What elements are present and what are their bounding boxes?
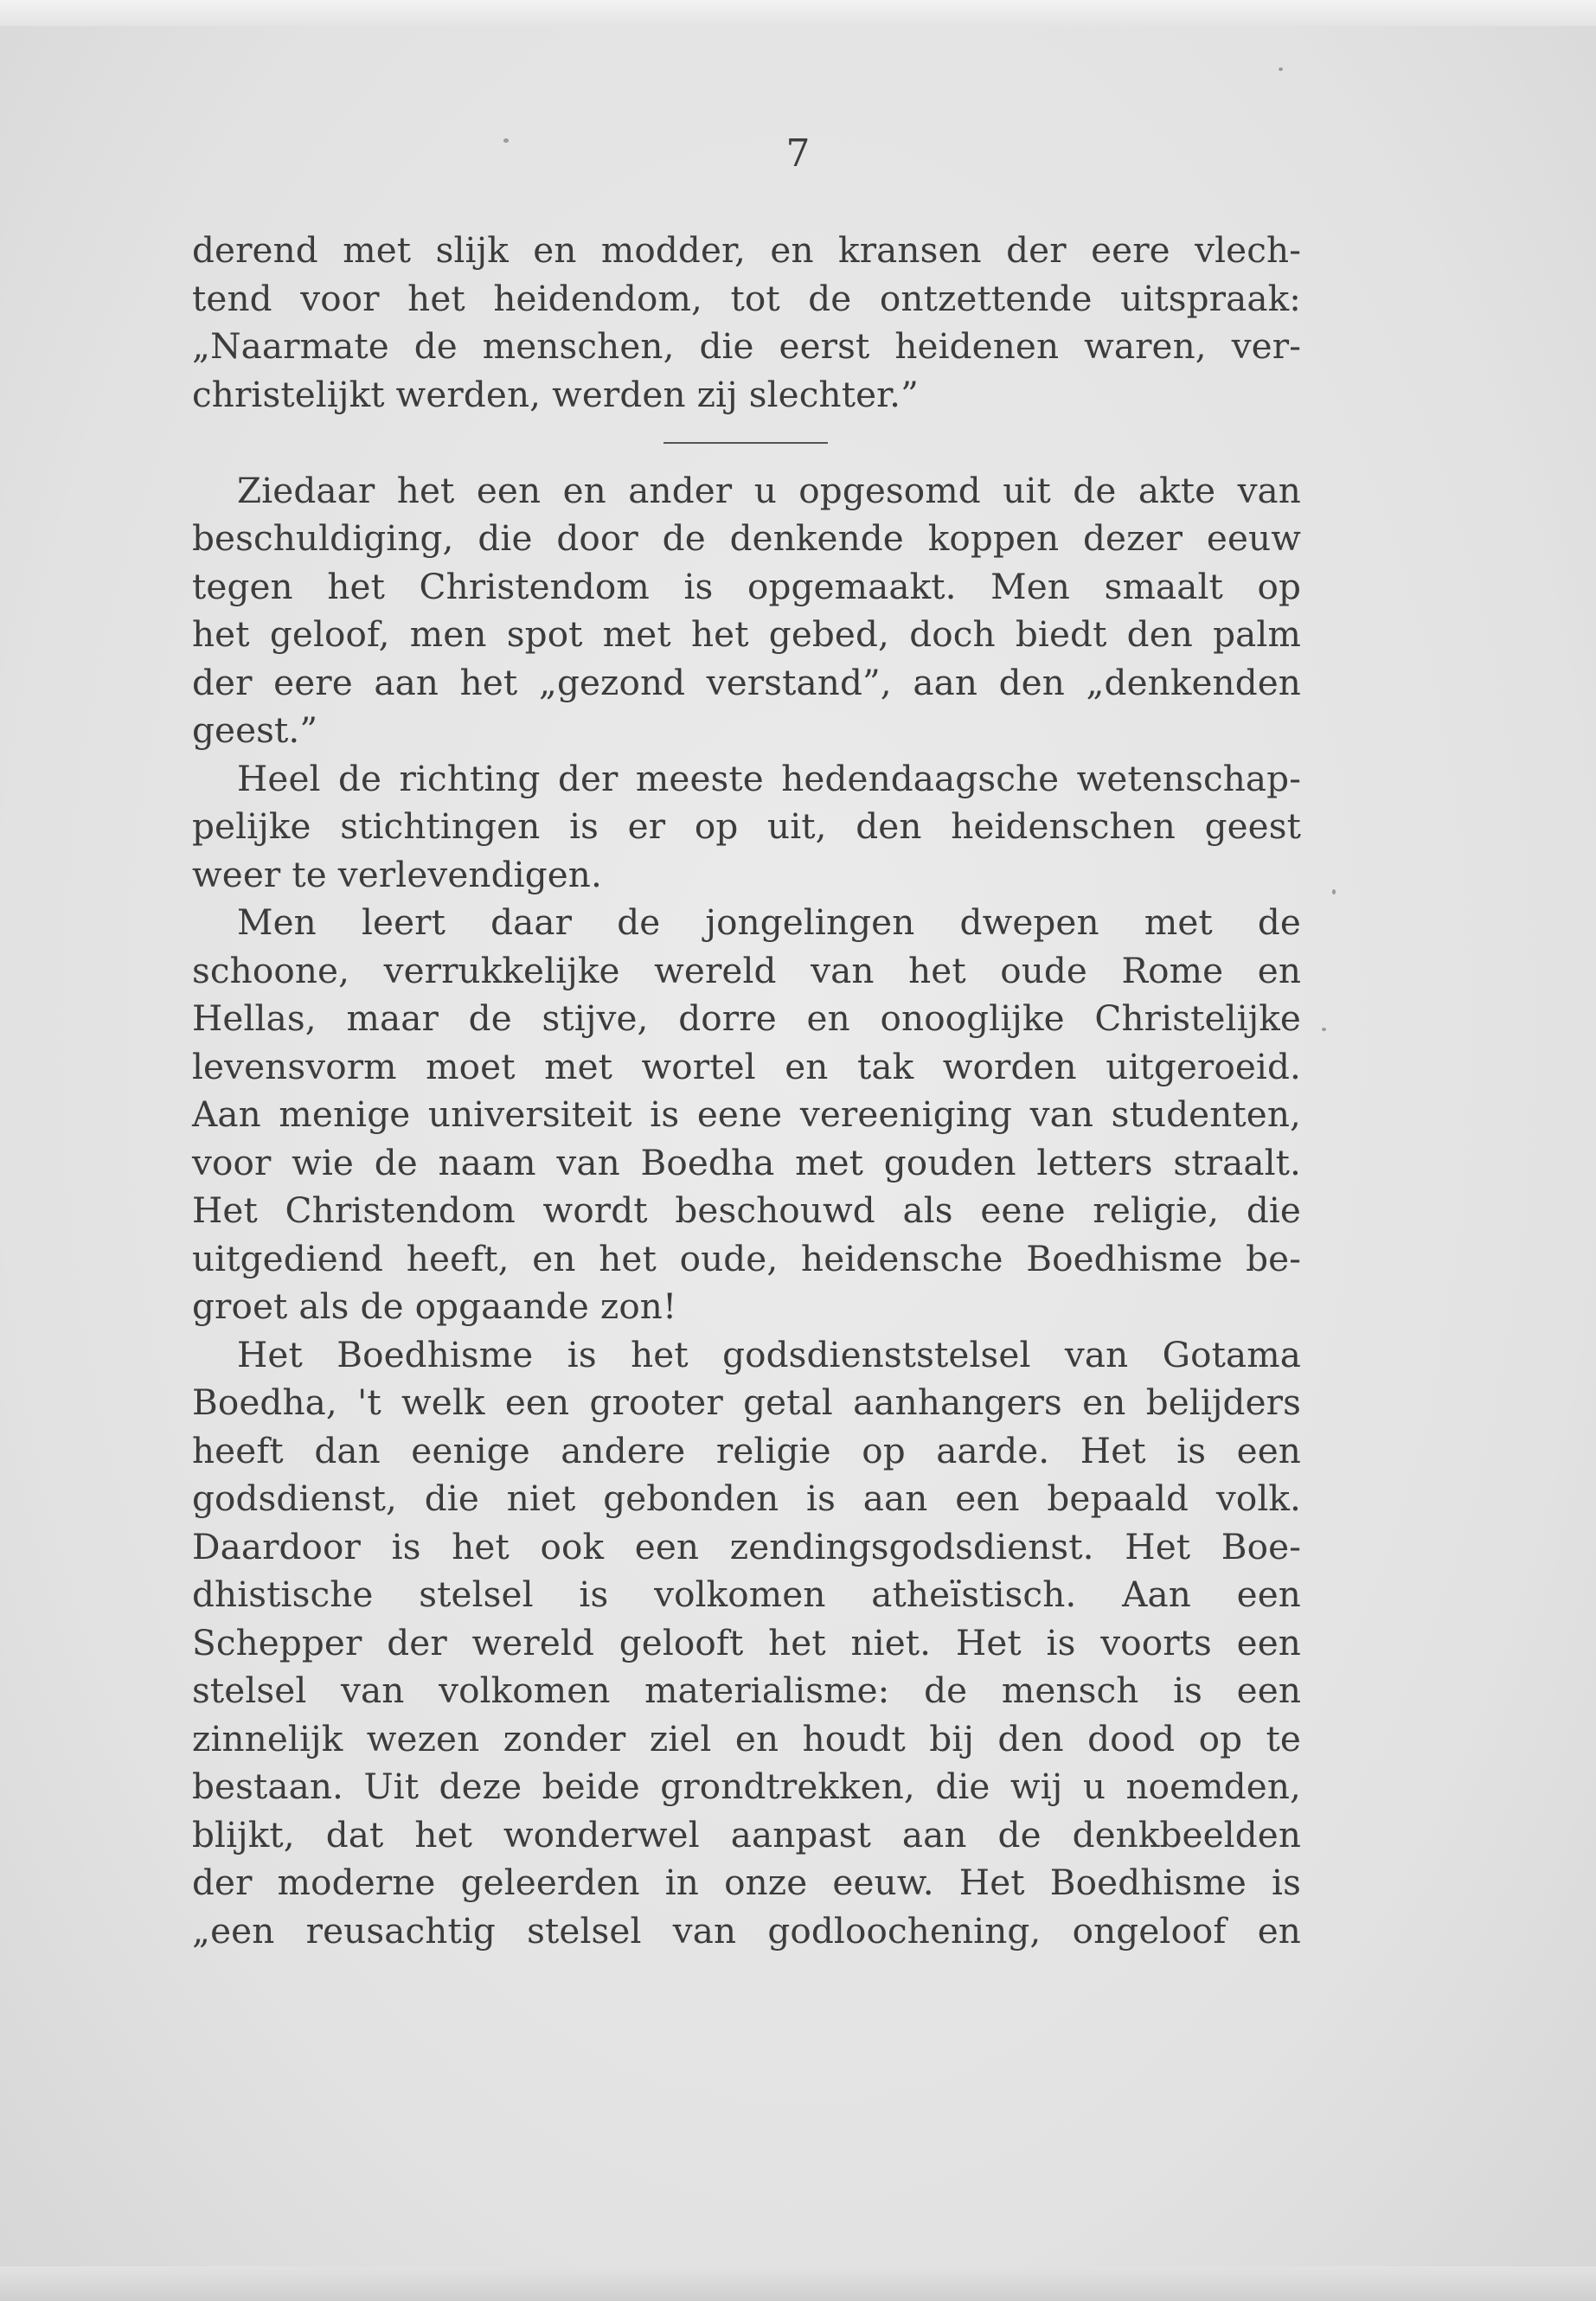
text-line: Hellas, maar de stijve, dorre en onooglijke Christelijke [192,997,1301,1039]
separator-rule [663,442,828,444]
section-separator [192,419,1301,467]
text-line: Boedha, 't welk een grooter getal aanhangers en belijders [192,1381,1301,1423]
text-line: uitgediend heeft, en het oude, heidensche Boedhisme be- [192,1237,1301,1279]
text-line: blijkt, dat het wonderwel aanpast aan de denkbeelden [192,1813,1301,1856]
text-line: tegen het Christendom is opgemaakt. Men smaalt op [192,565,1301,607]
text-line: Schepper der wereld gelooft het niet. Het is voorts een [192,1621,1301,1663]
text-line: „een reusachtig stelsel van godloochening, ongeloof en [192,1909,1301,1952]
text-line: Het Boedhisme is het godsdienststelsel van Gotama [237,1333,1301,1375]
text-line: tend voor het heidendom, tot de ontzettende uitspraak: [192,277,1301,319]
text-line: voor wie de naam van Boedha met gouden letters straalt. [192,1141,1301,1183]
text-line: Het Christendom wordt beschouwd als eene religie, die [192,1189,1301,1231]
text-line: Men leert daar de jongelingen dwepen met de [237,901,1301,943]
body-text [192,227,1301,1955]
text-line: dhistische stelsel is volkomen atheïstisch. Aan een [192,1574,1301,1615]
dust-speck [1322,1028,1326,1031]
text-line: Ziedaar het een en ander u opgesomd uit de akte van [237,469,1301,511]
text-line: heeft dan eenige andere religie op aarde. Het is een [192,1429,1301,1471]
text-line: godsdienst, die niet gebonden is aan een bepaald volk. [192,1477,1301,1519]
dust-speck [1332,889,1336,894]
text-line: groet als de opgaande zon! [192,1285,677,1327]
text-line: christelijkt werden, werden zij slechter.” [192,373,919,415]
scan-edge-top [0,0,1596,26]
dust-speck [1279,67,1283,71]
text-line: derend met slijk en modder, en kransen der eere vlech- [192,229,1301,271]
text-line: der moderne geleerden in onze eeuw. Het Boedhisme is [192,1862,1301,1903]
text-line: Daardoor is het ook een zendingsgodsdienst. Het Boe- [192,1525,1301,1567]
scan-edge-bottom [0,2266,1596,2301]
text-line: der eere aan het „gezond verstand”, aan den „denkenden [192,661,1301,703]
text-line: pelijke stichtingen is er op uit, den heidenschen geest [192,805,1301,847]
text-line: beschuldiging, die door de denkende koppen dezer eeuw [192,517,1301,559]
text-line: bestaan. Uit deze beide grondtrekken, die wij u noemden, [192,1766,1301,1807]
page-number: 7 [785,131,811,176]
text-line: weer te verlevendigen. [192,853,602,895]
text-line: geest.” [192,709,318,751]
text-line: schoone, verrukkelijke wereld van het oude Rome en [192,949,1301,991]
text-line: Aan menige universiteit is eene vereeniging van studenten, [192,1093,1301,1135]
text-line: Heel de richting der meeste hedendaagsche wetenschap- [237,757,1301,799]
text-line: het geloof, men spot met het gebed, doch biedt den palm [192,613,1301,655]
text-line: levensvorm moet met wortel en tak worden uitgeroeid. [192,1045,1301,1087]
text-line: stelsel van volkomen materialisme: de mensch is een [192,1670,1301,1711]
text-line: „Naarmate de menschen, die eerst heidenen waren, ver- [192,325,1301,367]
text-line: zinnelijk wezen zonder ziel en houdt bij den dood op te [192,1717,1301,1759]
